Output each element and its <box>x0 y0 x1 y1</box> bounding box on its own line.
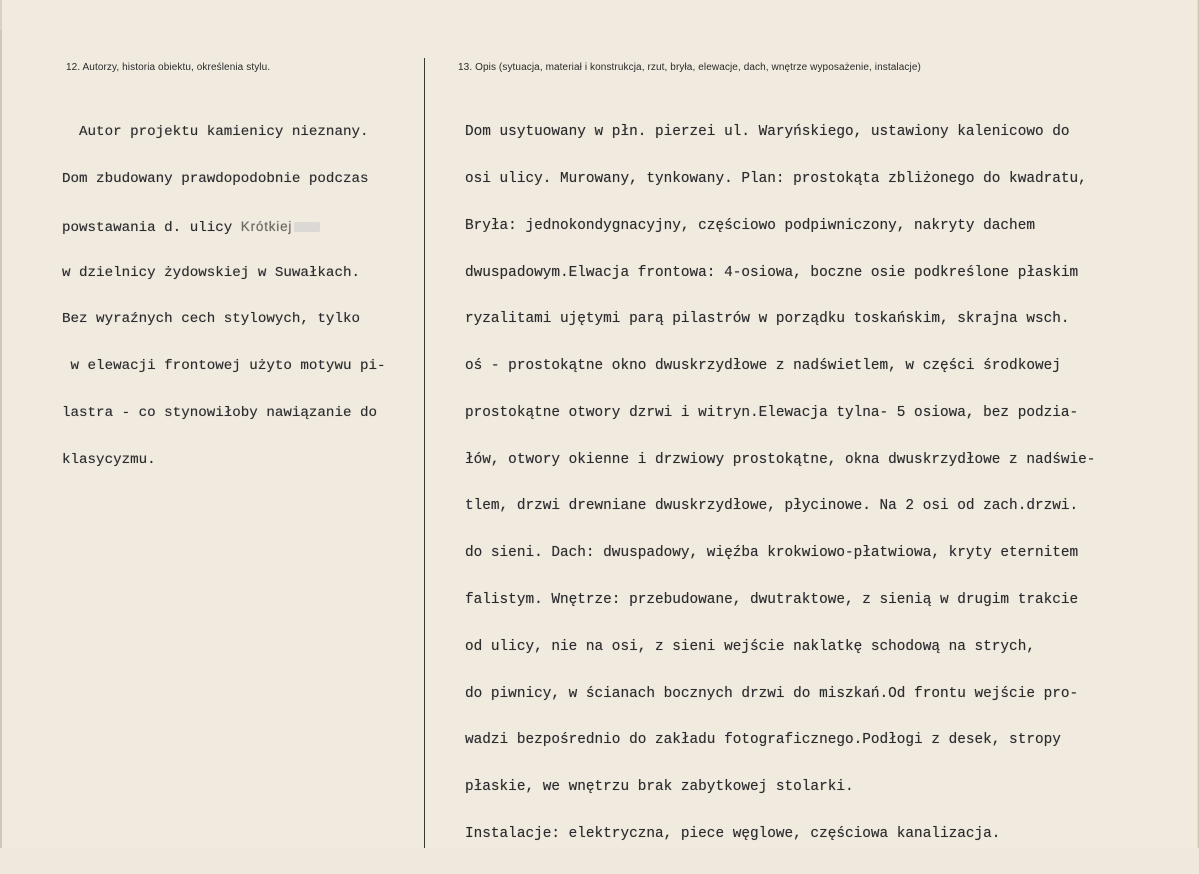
section-12-line: Bez wyraźnych cech stylowych, tylko <box>62 311 360 328</box>
section-13-line: dwuspadowym.Elwacja frontowa: 4-osiowa, boczne osie podkreślone płaskim <box>465 264 1079 281</box>
section-12-line-text: powstawania d. ulicy <box>62 219 233 236</box>
section-12-line: w dzielnicy żydowskiej w Suwałkach. <box>62 264 360 281</box>
section-12-line: Dom zbudowany prawdopodobnie podczas <box>62 170 369 187</box>
section-13-line: do sieni. Dach: dwuspadowy, więźba krokwiowo-płatwiowa, kryty eternitem <box>465 545 1079 562</box>
section-13-line: Bryła: jednokondygnacyjny, częściowo podpiwniczony, nakryty dachem <box>465 217 1035 234</box>
erasure-mark <box>294 222 320 232</box>
column-divider <box>424 58 425 848</box>
section-12-text <box>62 94 422 499</box>
section-12-line: lastra - co stynowiłoby nawiązanie do <box>62 404 378 421</box>
section-12-header: 12. Autorzy, historia obiektu, określenia stylu. <box>66 62 271 73</box>
section-12-line: w elewacji frontowej użyto motywu pi- <box>62 358 386 375</box>
section-13-line: prostokątne otwory dzrwi i witryn.Elewacja tylna- 5 osiowa, bez podzia- <box>465 404 1079 421</box>
section-12-line: Autor projektu kamienicy nieznany. <box>62 124 369 141</box>
section-13-line: do piwnicy, w ścianach bocznych drzwi do miszkań.Od frontu wejście pro- <box>465 685 1079 702</box>
section-13-text <box>465 94 1195 874</box>
section-13-line: tlem, drzwi drewniane dwuskrzydłowe, płycinowe. Na 2 osi od zach.drzwi. <box>465 498 1079 515</box>
section-13-line: Instalacje: elektryczna, piece węglowe, częściowa kanalizacja. <box>465 825 1001 842</box>
section-13-line: wadzi bezpośrednio do zakładu fotograficznego.Podłogi z desek, stropy <box>465 732 1061 749</box>
section-12-line: klasycyzmu. <box>62 451 156 468</box>
section-13-line: łów, otwory okienne i drzwiowy prostokątne, okna dwuskrzydłowe z nadświe- <box>465 451 1096 468</box>
section-13-line: falistym. Wnętrze: przebudowane, dwutraktowe, z sienią w drugim trakcie <box>465 592 1079 608</box>
section-13-line: Dom usytuowany w płn. pierzei ul. Waryńskiego, ustawiony kalenicowo do <box>465 124 1070 141</box>
section-13-line: osi ulicy. Murowany, tynkowany. Plan: prostokąta zbliżonego do kwadratu, <box>465 170 1087 187</box>
section-12-line <box>62 219 422 235</box>
handwritten-insert-word: Krótkiej <box>240 218 293 234</box>
section-13-line: od ulicy, nie na osi, z sieni wejście naklatkę schodową na strych, <box>465 638 1035 655</box>
left-edge-line <box>0 30 2 848</box>
section-13-header: 13. Opis (sytuacja, materiał i konstrukcja, rzut, bryła, elewacje, dach, wnętrze wyposażenie, instalacje) <box>458 62 921 73</box>
section-13-line: oś - prostokątne okno dwuskrzydłowe z nadświetlem, w części środkowej <box>465 358 1061 375</box>
section-13-line: ryzalitami ujętymi parą pilastrów w porządku toskańskim, skrajna wsch. <box>465 311 1070 328</box>
section-13-line: płaskie, we wnętrzu brak zabytkowej stolarki. <box>465 779 854 796</box>
